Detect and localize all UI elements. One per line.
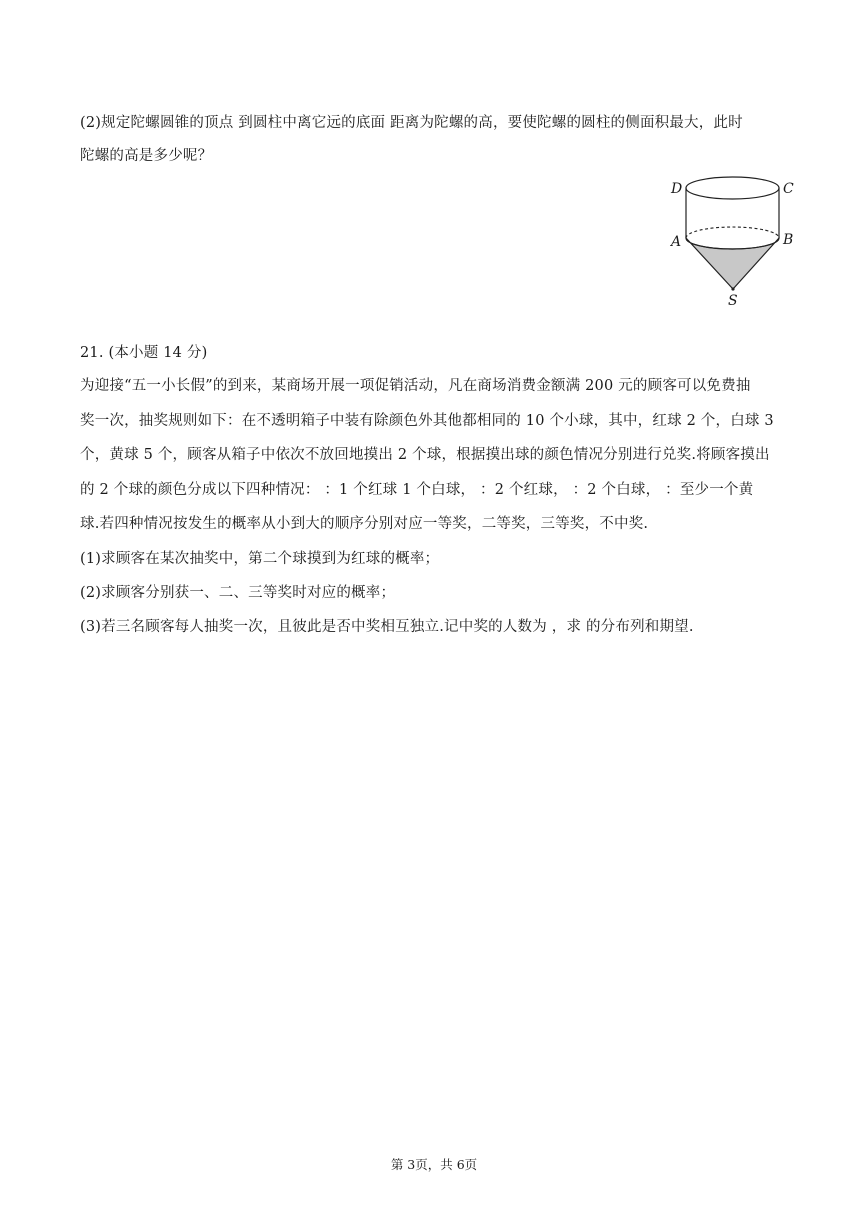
problem21-line2: 奖一次，抽奖规则如下：在不透明箱子中装有除颜色外其他都相同的 10 个小球，其中，红球 2 个，白球 3 [80, 413, 774, 429]
problem20-part2-line1: (2)规定陀螺圆锥的顶点 到圆柱中离它远的底面 距离为陀螺的高，要使陀螺的圆柱的侧面积最大，此时 [80, 115, 743, 131]
spinning-top-figure [666, 172, 796, 312]
label-d: D [671, 181, 683, 197]
problem21-line3: 个，黄球 5 个，顾客从箱子中依次不放回地摸出 2 个球，根据摸出球的颜色情况分别进行兑奖.将顾客摸出 [80, 447, 770, 463]
label-s: S [728, 293, 738, 309]
problem21-question1: (1)求顾客在某次抽奖中，第二个球摸到为红球的概率； [80, 551, 440, 567]
problem21-question2: (2)求顾客分别获一、二、三等奖时对应的概率； [80, 585, 396, 601]
label-a: A [671, 234, 682, 250]
problem21-line1: 为迎接“五一小长假”的到来，某商场开展一项促销活动，凡在商场消费金额满 200 元的顾客可以免费抽 [80, 378, 751, 394]
problem21-line5: 球.若四种情况按发生的概率从小到大的顺序分别对应一等奖，二等奖，三等奖，不中奖. [80, 516, 649, 532]
problem21-line4: 的 2 个球的颜色分成以下四种情况： ：1 个红球 1 个白球， ：2 个红球， ：2 个白球， ：至少一个黄 [80, 482, 754, 498]
label-b: B [783, 232, 794, 248]
problem21-question3: (3)若三名顾客每人抽奖一次，且彼此是否中奖相互独立.记中奖的人数为 ，求 的分布列和期望. [80, 619, 694, 635]
label-c: C [783, 181, 794, 197]
problem21-header: 21. (本小题 14 分) [80, 345, 208, 361]
cylinder-bottom-back-arc [686, 227, 779, 238]
cylinder-top-ellipse [686, 177, 779, 199]
page-footer: 第 3页，共 6页 [390, 1157, 478, 1172]
spinning-top-diagram [666, 172, 796, 312]
problem20-part2-line2: 陀螺的高是多少呢？ [80, 148, 213, 164]
apex-point [731, 287, 734, 290]
